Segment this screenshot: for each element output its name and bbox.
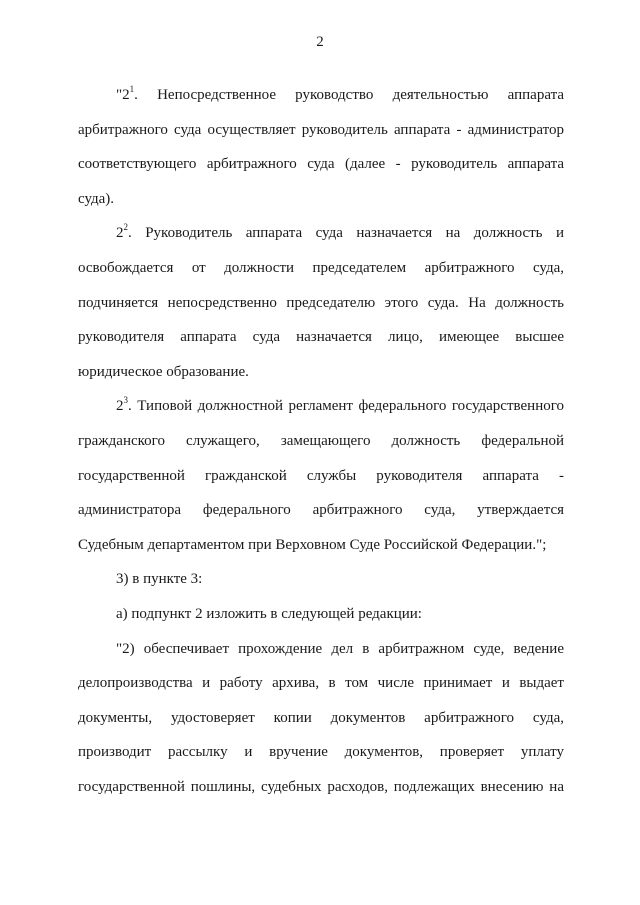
- text-line: 3) в пункте 3:: [116, 571, 203, 588]
- page-number: 2: [316, 34, 324, 50]
- text-line: $2^2$. Руководитель аппарата суда назначается на должность и: [116, 222, 565, 242]
- text-line: "2) обеспечивает прохождение дел в арбитражном суде, ведение: [116, 640, 564, 657]
- paragraph-marker: "$2^1$.: [116, 84, 138, 103]
- text-line: Судебным департаментом при Верховном Суде Российской Федерации.";: [78, 536, 547, 553]
- text-line: $2^3$. Типовой должностной регламент федерального государственного: [116, 395, 564, 415]
- text-line: руководителя аппарата суда назначается лицо, имеющее высшее: [78, 329, 564, 346]
- paragraph-marker: $2^2$.: [116, 222, 132, 242]
- text-line: соответствующего арбитражного суда (далее - руководитель аппарата: [78, 156, 564, 173]
- text-line: администратора федерального арбитражного суда, утверждается: [78, 502, 564, 519]
- text-line: государственной гражданской службы руководителя аппарата -: [78, 467, 564, 484]
- text-line: гражданского служащего, замещающего должность федеральной: [78, 432, 564, 449]
- text-line: делопроизводства и работу архива, в том числе принимает и выдает: [78, 675, 564, 692]
- text-line: государственной пошлины, судебных расходов, подлежащих внесению на: [78, 778, 564, 795]
- paragraph-item-3: [78, 568, 564, 603]
- paragraph-marker: $2^3$.: [116, 395, 132, 415]
- text-line: арбитражного суда осуществляет руководитель аппарата - администратор: [78, 121, 564, 138]
- paragraph-2-1: [78, 84, 564, 222]
- text-line: производит рассылку и вручение документов, проверяет уплату: [78, 744, 564, 761]
- paragraph-subitem-2: [78, 638, 564, 811]
- text-line: суда).: [78, 190, 115, 207]
- document-body: [78, 84, 564, 810]
- paragraph-2-3: [78, 395, 564, 568]
- text-line: а) подпункт 2 изложить в следующей редакции:: [116, 605, 422, 622]
- text-line: подчиняется непосредственно председателю этого суда. На должность: [78, 294, 564, 311]
- paragraph-subitem-a: [78, 603, 564, 638]
- text-line: освобождается от должности председателем арбитражного суда,: [78, 259, 564, 276]
- text-line: "$2^1$. Непосредственное руководство деятельностью аппарата: [116, 84, 564, 103]
- text-line: юридическое образование.: [78, 363, 249, 380]
- text-line: документы, удостоверяет копии документов арбитражного суда,: [78, 709, 564, 726]
- paragraph-2-2: [78, 222, 564, 395]
